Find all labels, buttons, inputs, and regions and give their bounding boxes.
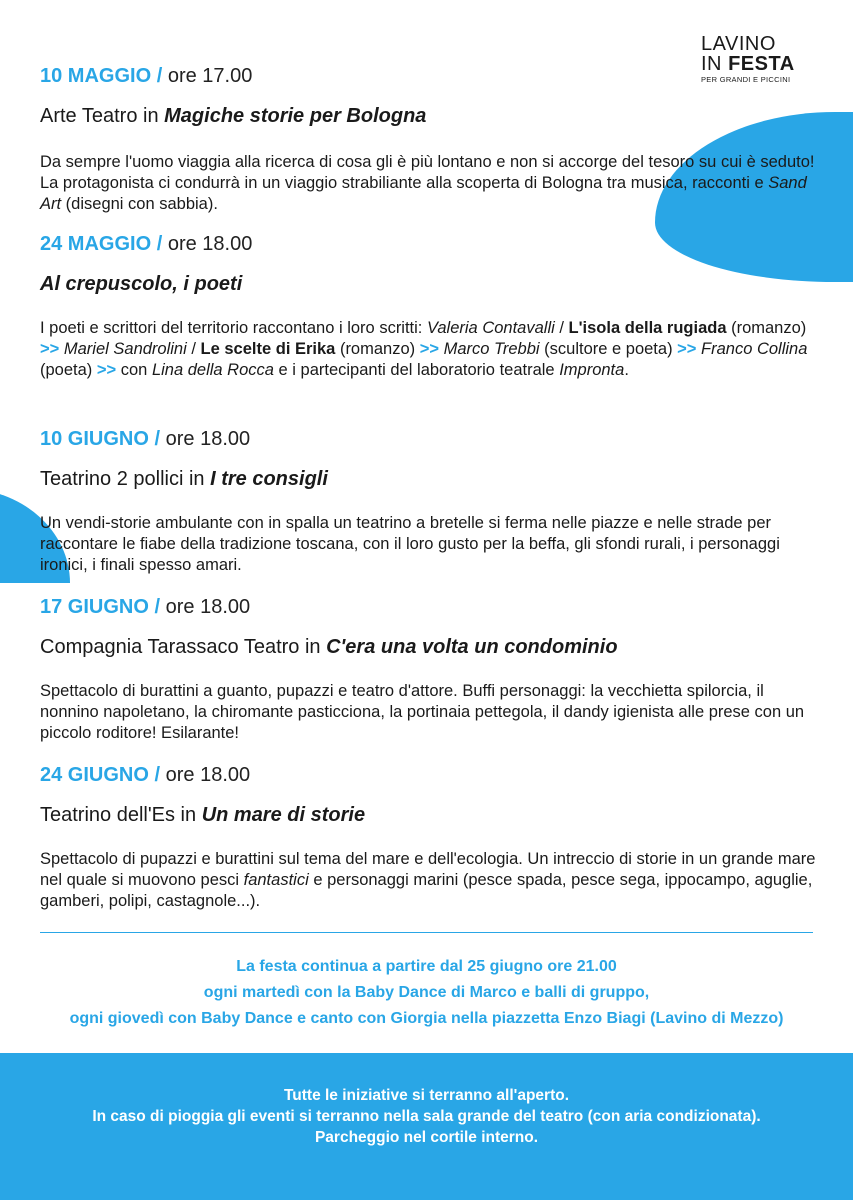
workshop-name: Impronta <box>559 361 625 379</box>
date-separator: / <box>156 65 163 87</box>
desc-text: Spettacolo di burattini a guanto, pupazzi e teatro d'attore. Buffi personaggi: la vecchietta spilorcia, il nonnino napoletano, la chiromante pasticciona, la portinaia pettegola, il dandy igienista alle prese con un piccolo roditore! Esilarante! <box>40 682 805 742</box>
event-date: 24 MAGGIO <box>40 233 152 255</box>
event-title <box>40 104 820 128</box>
event-description <box>40 681 820 744</box>
logo-festa: FESTA <box>728 53 795 75</box>
event-title <box>40 803 820 827</box>
event-24-giugno <box>40 763 820 912</box>
event-date-line <box>40 763 820 787</box>
desc-text: Da sempre l'uomo viaggia alla ricerca di cosa gli è più lontano e non si accorge del tesoro su cui è seduto! La protagonista ci condurrà in un viaggio strabiliante alla scoperta di Bologna tra musica, racconti e <box>40 153 815 192</box>
author-name: Mariel Sandrolini <box>63 340 187 358</box>
footer-line-2: In caso di pioggia gli eventi si terranno nella sala grande del teatro (con aria condizionata). <box>92 1108 761 1125</box>
footer-banner <box>0 1053 853 1200</box>
continuation-line-2: ogni martedì con la Baby Dance di Marco e balli di gruppo, <box>203 984 650 1001</box>
desc-text: (scultore e poeta) <box>539 340 678 358</box>
book-title: Le scelte di Erika <box>200 340 336 358</box>
continuation-line-1: La festa continua a partire dal 25 giugno ore 21.00 <box>236 958 617 975</box>
event-show-title: Magiche storie per Bologna <box>164 105 427 127</box>
desc-text: I poeti e scrittori del territorio raccontano i loro scritti: <box>40 319 427 337</box>
date-separator: / <box>154 764 161 786</box>
event-24-maggio <box>40 232 820 381</box>
desc-text: (disegni con sabbia). <box>61 195 218 213</box>
event-show-title: Un mare di storie <box>201 804 366 826</box>
footer-line-1: Tutte le iniziative si terranno all'aperto. <box>283 1087 570 1104</box>
desc-text: Un vendi-storie ambulante con in spalla un teatrino a bretelle si ferma nelle piazze e nelle strade per raccontare le fiabe della tradizione toscana, con il loro gusto per la beffa, gli sfondi rurali, i personaggi ironici, i finali spesso amari. <box>40 514 780 574</box>
event-description <box>40 318 820 381</box>
event-description <box>40 513 820 576</box>
author-name: Lina della Rocca <box>151 361 274 379</box>
logo-line-1: LAVINO <box>701 33 776 55</box>
event-title <box>40 272 820 296</box>
event-title <box>40 467 820 491</box>
arrow-separator: >> <box>419 340 439 358</box>
desc-separator: / <box>186 340 201 358</box>
arrow-separator: >> <box>677 340 697 358</box>
continuation-line-3: ogni giovedì con Baby Dance e canto con Giorgia nella piazzetta Enzo Biagi (Lavino di Mezzo) <box>69 1010 784 1027</box>
date-separator: / <box>154 596 161 618</box>
logo-in: IN <box>701 53 729 75</box>
desc-text: . <box>624 361 629 379</box>
event-show-title: Al crepuscolo, i poeti <box>40 273 243 295</box>
desc-text: Spettacolo di pupazzi e burattini sul tema del mare e dell'ecologia. Un intreccio di storie in un grande mare nel quale si muovono pesci <box>40 850 816 889</box>
event-title <box>40 635 820 659</box>
event-time: ore 18.00 <box>165 428 251 450</box>
desc-italic: Sand Art <box>40 174 807 213</box>
event-time: ore 17.00 <box>167 65 253 87</box>
event-date: 17 GIUGNO <box>40 596 149 618</box>
event-company: Teatrino 2 pollici in <box>40 468 211 490</box>
event-show-title: I tre consigli <box>210 468 328 490</box>
desc-text: (romanzo) <box>335 340 420 358</box>
desc-text: (poeta) <box>40 361 97 379</box>
author-name: Valeria Contavalli <box>426 319 555 337</box>
event-description <box>40 849 820 912</box>
author-name: Franco Collina <box>701 340 808 358</box>
desc-text: (romanzo) <box>726 319 807 337</box>
desc-italic: fantastici <box>243 871 309 889</box>
event-10-giugno <box>40 427 820 576</box>
event-date-line <box>40 595 820 619</box>
event-time: ore 18.00 <box>165 764 251 786</box>
logo-tagline: PER GRANDI E PICCINI <box>701 75 791 84</box>
section-divider <box>40 932 813 933</box>
continuation-notice <box>0 954 853 1032</box>
event-company: Teatrino dell'Es in <box>40 804 202 826</box>
event-17-giugno <box>40 595 820 744</box>
event-date-line <box>40 64 820 88</box>
event-date: 10 MAGGIO <box>40 65 152 87</box>
desc-text: e i partecipanti del laboratorio teatrale <box>273 361 560 379</box>
event-time: ore 18.00 <box>167 233 253 255</box>
event-date-line <box>40 427 820 451</box>
event-description <box>40 152 820 215</box>
book-title: L'isola della rugiada <box>568 319 727 337</box>
event-10-maggio <box>40 64 820 215</box>
arrow-separator: >> <box>40 340 60 358</box>
event-show-title: C'era una volta un condominio <box>326 636 618 658</box>
event-company: Compagnia Tarassaco Teatro in <box>40 636 327 658</box>
event-date: 24 GIUGNO <box>40 764 149 786</box>
desc-separator: / <box>554 319 569 337</box>
event-date-line <box>40 232 820 256</box>
event-time: ore 18.00 <box>165 596 251 618</box>
arrow-separator: >> <box>96 361 117 379</box>
author-name: Marco Trebbi <box>443 340 540 358</box>
desc-text: e personaggi marini (pesce spada, pesce sega, ippocampo, aguglie, gamberi, polipi, castagnole...). <box>40 871 813 910</box>
date-separator: / <box>156 233 163 255</box>
date-separator: / <box>154 428 161 450</box>
event-date: 10 GIUGNO <box>40 428 149 450</box>
footer-line-3: Parcheggio nel cortile interno. <box>314 1129 539 1146</box>
desc-text: con <box>116 361 152 379</box>
event-company: Arte Teatro in <box>40 105 165 127</box>
